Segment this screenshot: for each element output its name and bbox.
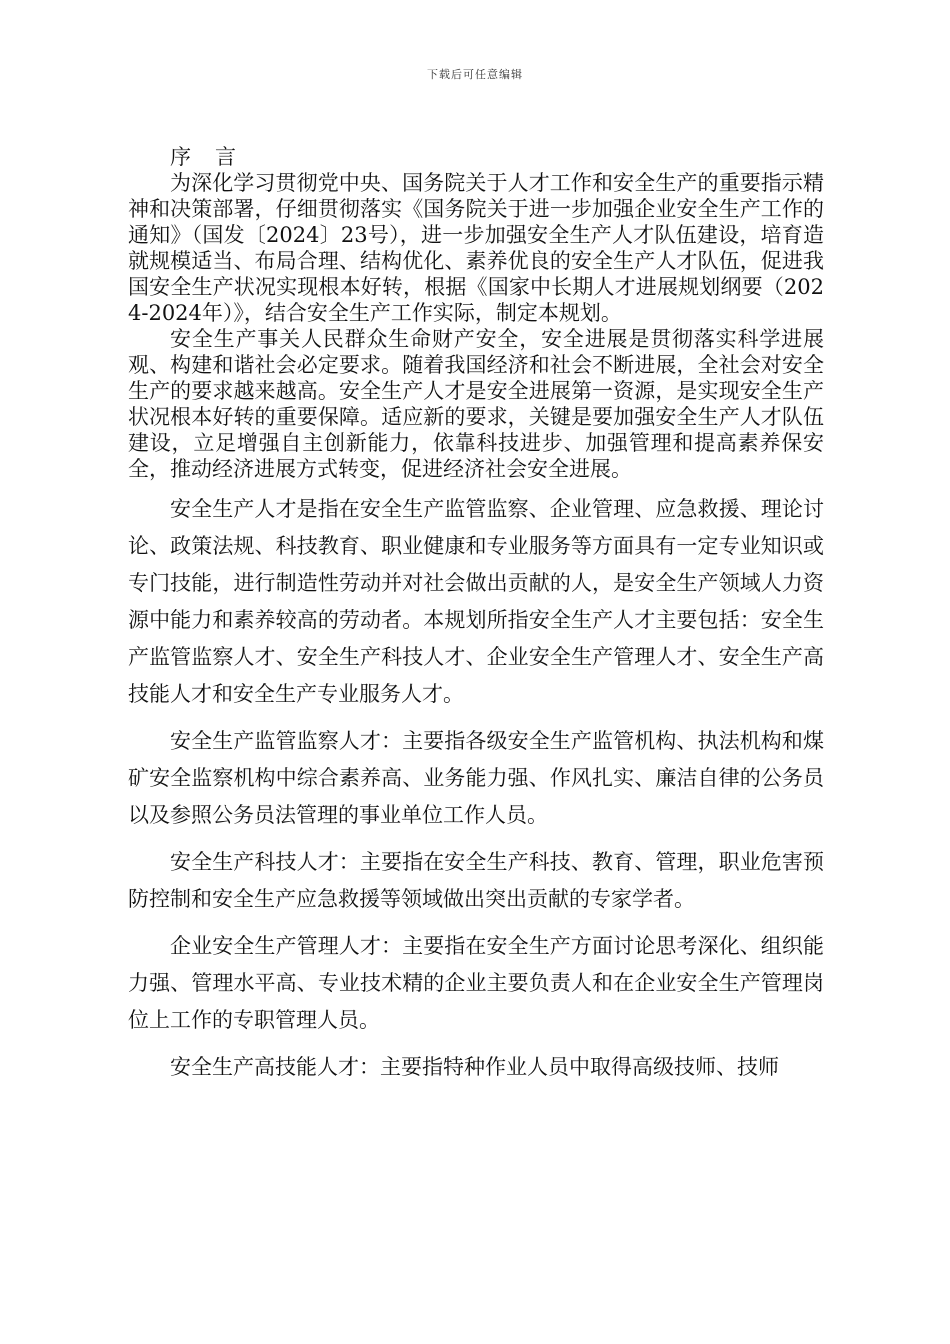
- intro-section: [128, 170, 824, 482]
- document-body: [128, 144, 824, 1096]
- preface-heading-left: 序: [170, 145, 191, 169]
- preface-heading-right: 言: [215, 145, 236, 169]
- body-paragraph: 安全生产监管监察人才：主要指各级安全生产监管机构、执法机构和煤矿安全监察机构中综合素养高、业务能力强、作风扎实、廉洁自律的公务员以及参照公务员法管理的事业单位工作人员。: [128, 729, 824, 827]
- body-paragraph: 安全生产科技人才：主要指在安全生产科技、教育、管理，职业危害预防控制和安全生产应急救援等领域做出突出贡献的专家学者。: [128, 850, 824, 911]
- intro-paragraph: 为深化学习贯彻党中央、国务院关于人才工作和安全生产的重要指示精神和决策部署，仔细贯彻落实《国务院关于进一步加强企业安全生产工作的通知》（国发〔2024〕23号），进一步加强安全生产人才队伍建设，培育造就规模适当、布局合理、结构优化、素养优良的安全生产人才队伍，促进我国安全生产状况实现根本好转，根据《国家中长期人才进展规划纲要（2024-2024年）》，结合安全生产工作实际，制定本规划。: [128, 171, 824, 325]
- body-section: [128, 491, 824, 1086]
- body-paragraph: 安全生产人才是指在安全生产监管监察、企业管理、应急救援、理论讨论、政策法规、科技教育、职业健康和专业服务等方面具有一定专业知识或专门技能，进行制造性劳动并对社会做出贡献的人，是安全生产领域人力资源中能力和素养较高的劳动者。本规划所指安全生产人才主要包括：安全生产监管监察人才、安全生产科技人才、企业安全生产管理人才、安全生产高技能人才和安全生产专业服务人才。: [128, 497, 824, 706]
- intro-paragraph: 安全生产事关人民群众生命财产安全，安全进展是贯彻落实科学进展观、构建和谐社会必定要求。随着我国经济和社会不断进展，全社会对安全生产的要求越来越高。安全生产人才是安全进展第一资源，是实现安全生产状况根本好转的重要保障。适应新的要求，关键是要加强安全生产人才队伍建设，立足增强自主创新能力，依靠科技进步、加强管理和提高素养保安全，推动经济进展方式转变，促进经济社会安全进展。: [128, 327, 824, 481]
- body-paragraph: 企业安全生产管理人才：主要指在安全生产方面讨论思考深化、组织能力强、管理水平高、专业技术精的企业主要负责人和在企业安全生产管理岗位上工作的专职管理人员。: [128, 934, 824, 1032]
- preface-heading: [170, 144, 824, 170]
- body-paragraph: 安全生产高技能人才：主要指特种作业人员中取得高级技师、技师: [170, 1055, 779, 1079]
- page-header-note: 下载后可任意编辑: [427, 68, 523, 81]
